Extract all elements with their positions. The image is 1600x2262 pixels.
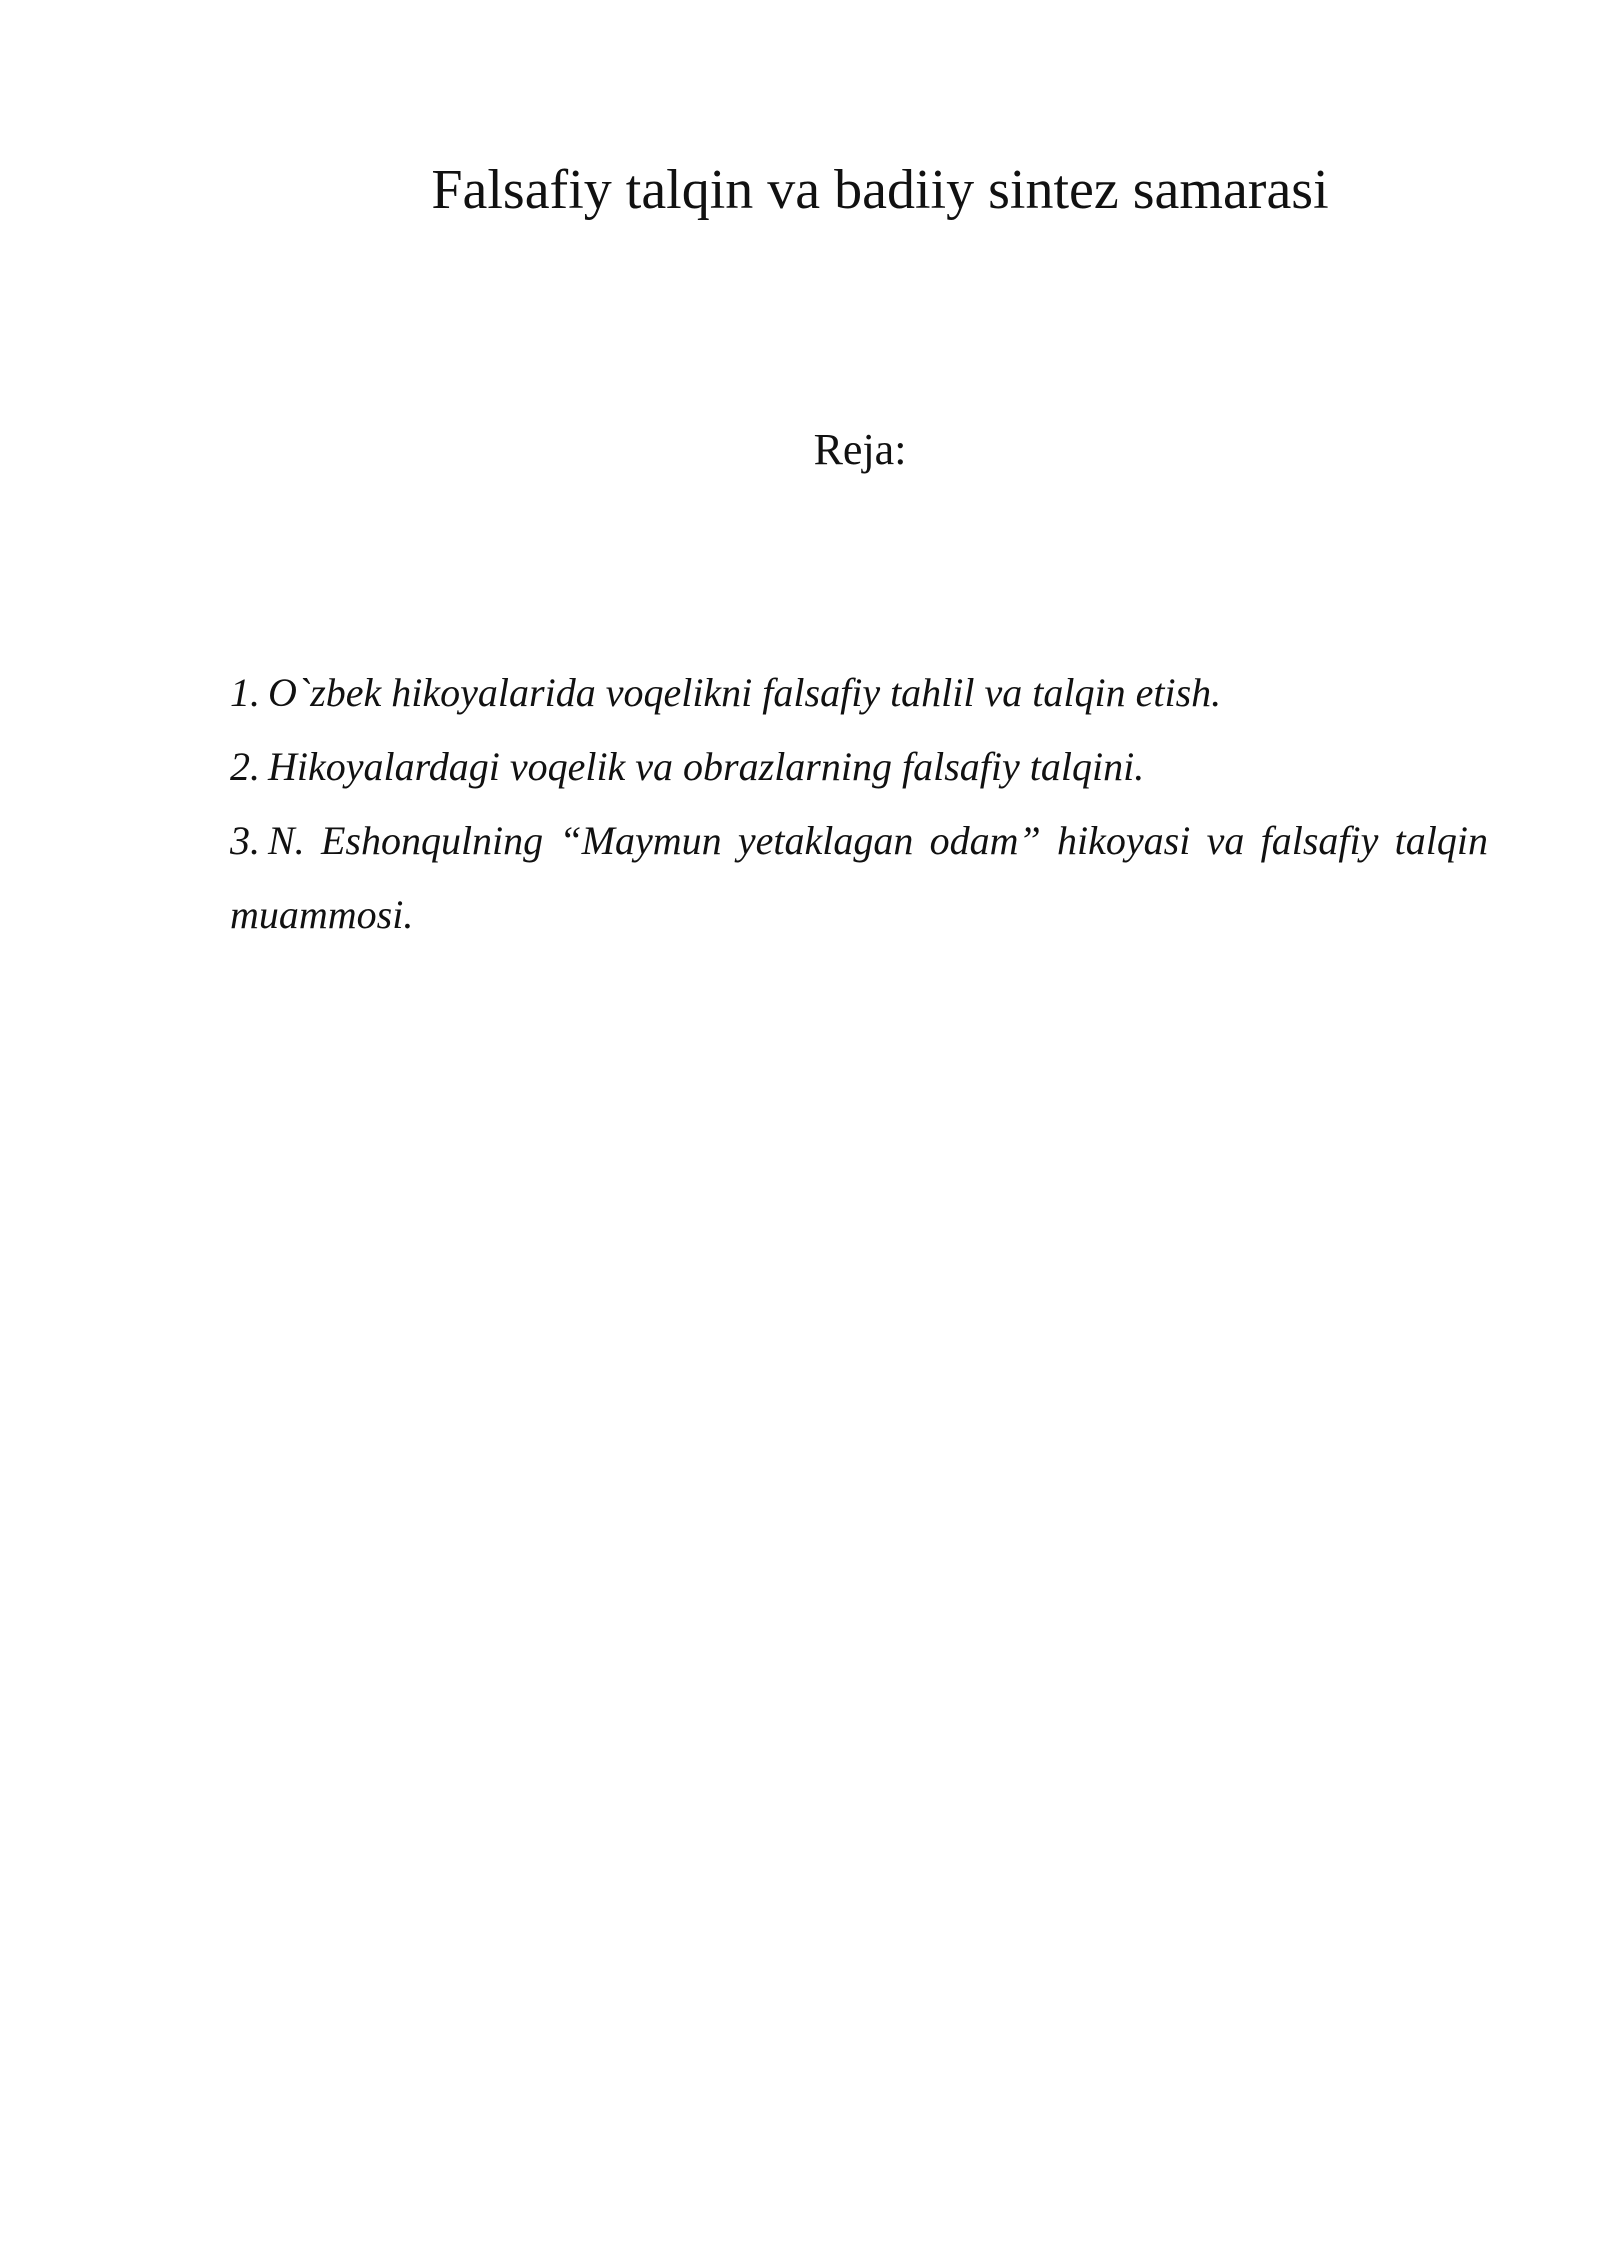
plan-item-3 xyxy=(230,804,1488,952)
plan-item-number: 1. xyxy=(230,670,260,715)
document-title: Falsafiy talqin va badiiy sintez samarasi xyxy=(431,159,1329,221)
plan-item-number: 3. xyxy=(230,818,260,863)
plan-heading: Reja: xyxy=(813,425,907,474)
plan-item-text: N. Eshonqulning “Maymun yetaklagan odam” hikoyasi va falsafiy talqin muammosi. xyxy=(230,818,1488,937)
plan-list xyxy=(230,656,1488,952)
plan-item-text: Hikoyalardagi voqelik va obrazlarning falsafiy talqini. xyxy=(268,744,1145,789)
plan-item-text: O`zbek hikoyalarida voqelikni falsafiy tahlil va talqin etish. xyxy=(268,670,1222,715)
plan-item-number: 2. xyxy=(230,744,260,789)
plan-item-2 xyxy=(230,730,1488,804)
plan-item-1 xyxy=(230,656,1488,730)
